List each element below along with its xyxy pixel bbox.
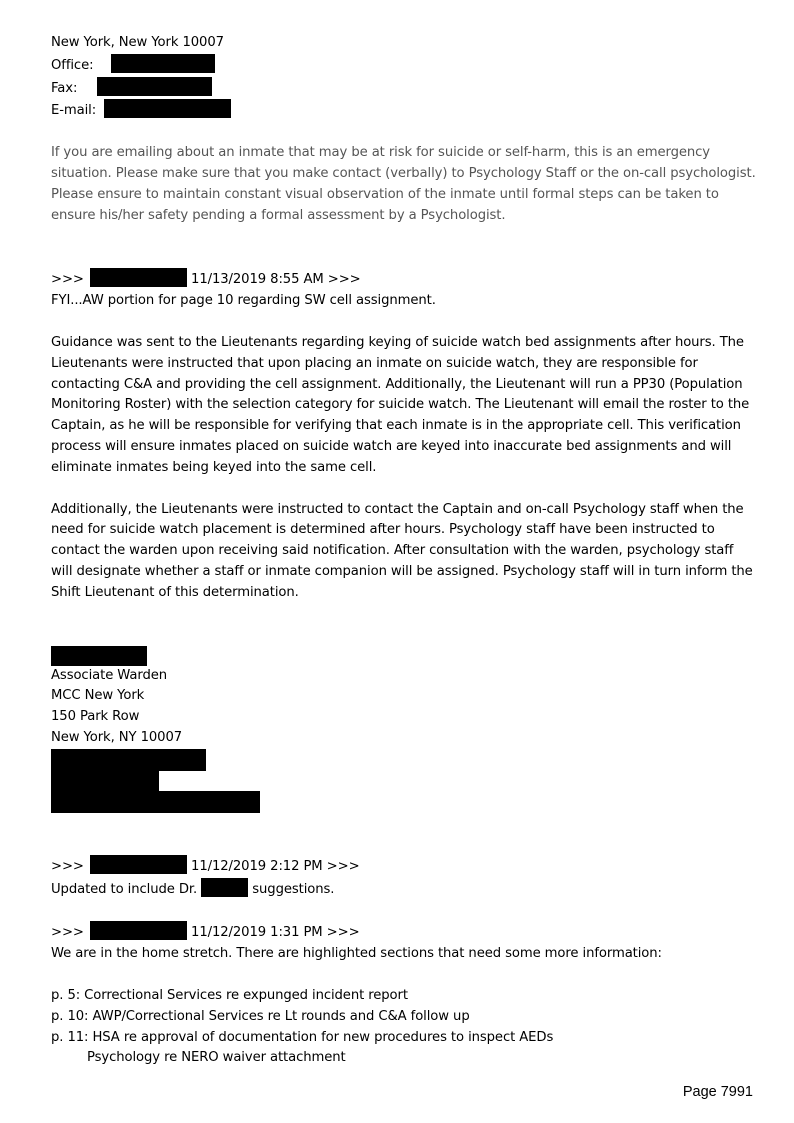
contact-address: New York, New York 10007	[51, 35, 224, 50]
msg3-header	[51, 921, 756, 944]
signature-city: New York, NY 10007	[51, 729, 183, 745]
disclaimer: If you are emailing about an inmate that may be at risk for suicide or self-harm, this is an emergency situation. Please make sure that you make contact (verbally) to Psychology Staff or the on-call psychologist. Please ensure to maintain constant visual observation of the inmate until formal steps can be taken to ensure his/her safety pending a formal assessment by a Psychologist.	[51, 145, 756, 223]
email-label: E-mail:	[51, 103, 97, 119]
document-body	[51, 33, 756, 1069]
msg2-header	[51, 855, 756, 878]
fax-label: Fax:	[51, 80, 78, 96]
msg3-intro: We are in the home stretch. There are highlighted sections that need some more information:	[51, 946, 662, 962]
contact-email	[51, 99, 756, 122]
redaction-sender-1	[90, 268, 187, 287]
redaction-sender-2	[90, 855, 187, 874]
msg1-paragraph-1: Guidance was sent to the Lieutenants regarding keying of suicide watch bed assignments after hours. The Lieutenants were instructed that upon placing an inmate on suicide watch, they are responsible for contacting C&A and providing the cell assignment. Additionally, the Lieutenant will run a PP30 (Population Monitoring Roster) with the selection category for suicide watch. The Lieutenant will email the roster to the Captain, as he will be responsible for verifying that each inmate is in the appropriate cell. This verification process will ensure inmates placed on suicide watch are keyed into inaccurate bed assignments and will eliminate inmates being keyed into the same cell.	[51, 334, 750, 475]
msg2-body	[51, 878, 756, 901]
msg2-text-before: Updated to include Dr.	[51, 881, 198, 897]
redaction-signature-name	[51, 646, 147, 666]
redaction-email	[104, 99, 231, 118]
contact-fax	[51, 77, 756, 100]
msg2-text-after: suggestions.	[252, 881, 335, 897]
signature-title: Associate Warden	[51, 667, 168, 683]
msg1-fyi: FYI...AW portion for page 10 regarding SW cell assignment.	[51, 293, 436, 309]
redaction-signature-line-3	[51, 791, 260, 813]
msg1-paragraph-2: Additionally, the Lieutenants were instructed to contact the Captain and on-call Psychology staff when the need for suicide watch placement is determined after hours. Psychology staff have been instructed to contact the warden upon receiving said notification. After consultation with the warden, psychology staff will designate whether a staff or inmate companion will be assigned. Psychology staff will in turn inform the Shift Lieutenant of this determination.	[51, 501, 753, 600]
page-number: Page 7991	[682, 1084, 753, 1100]
list-item: Psychology re NERO waiver attachment	[87, 1050, 346, 1066]
list-item: p. 5: Correctional Services re expunged incident report	[51, 987, 408, 1003]
msg1-header	[51, 268, 756, 291]
msg3-timestamp: 11/12/2019 1:31 PM >>>	[191, 925, 360, 941]
office-label: Office:	[51, 57, 94, 73]
signature-street: 150 Park Row	[51, 709, 140, 725]
msg2-timestamp: 11/12/2019 2:12 PM >>>	[191, 858, 360, 874]
contact-office	[51, 54, 756, 77]
msg2-prefix: >>>	[51, 858, 84, 874]
redaction-doctor-name	[201, 878, 248, 897]
list-item: p. 10: AWP/Correctional Services re Lt rounds and C&A follow up	[51, 1008, 470, 1024]
msg1-prefix: >>>	[51, 272, 84, 288]
redaction-signature-line-2	[51, 771, 159, 791]
list-item: p. 11: HSA re approval of documentation for new procedures to inspect AEDs	[51, 1029, 554, 1045]
redaction-office	[111, 54, 215, 73]
redaction-fax	[97, 77, 212, 96]
redaction-sender-3	[90, 921, 187, 940]
signature-org: MCC New York	[51, 688, 145, 704]
redaction-signature-line-1	[51, 749, 206, 771]
msg3-prefix: >>>	[51, 925, 84, 941]
msg1-timestamp: 11/13/2019 8:55 AM >>>	[191, 272, 361, 288]
